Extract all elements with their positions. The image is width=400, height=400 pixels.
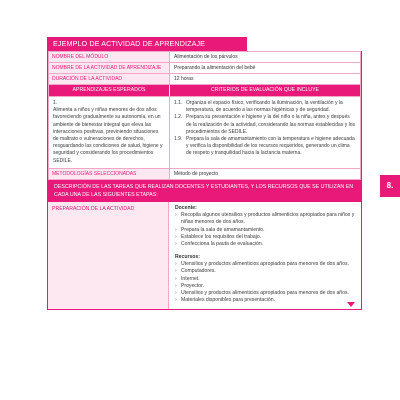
- methodology-label: METODOLOGÍAS SELECCIONADAS: [49, 168, 170, 179]
- arrow-right-icon: ›: [175, 226, 177, 233]
- docente-item: [175, 234, 356, 241]
- methodology-value: Método de proyecto: [170, 168, 361, 179]
- criterio-text: Organiza el espacio físico, verificando la iluminación, la ventilación y la temperatura, de acuerdo a las normas higiénicas y de seguridad.: [186, 100, 343, 114]
- docente-item: [175, 241, 356, 248]
- docente-item: [175, 227, 356, 234]
- aprendizaje-cell: [49, 97, 170, 169]
- criterios-header: CRITERIOS DE EVALUACIÓN QUE INCLUYE: [170, 85, 361, 97]
- sheet-title: EJEMPLO DE ACTIVIDAD DE APRENDIZAJE: [47, 37, 247, 51]
- info-table: [48, 51, 361, 180]
- criterio-text: Prepara su presentación e higiene y la del niño o la niña, antes y después de la realización de la actividad, considerando las normas establecidas y los procedimientos de SEDILE.: [186, 114, 355, 135]
- arrow-right-icon: ›: [175, 268, 177, 275]
- info-row-module: [49, 52, 361, 63]
- duration-label: DURACIÓN DE LA ACTIVIDAD: [49, 74, 170, 85]
- criterio-number: 1.1.: [174, 100, 183, 106]
- methodology-row: [49, 168, 361, 179]
- docente-item-text: Confecciona la pauta de evaluación.: [181, 241, 264, 248]
- description-banner: DESCRIPCIÓN DE LAS TAREAS QUE REALIZAN DOCENTES Y ESTUDIANTES, Y LOS RECURSOS QUE SE UTILIZAN EN CADA UNA DE LAS SIGUIENTES ETAPAS:: [48, 180, 361, 202]
- chapter-tab: 8.: [380, 175, 400, 197]
- docente-heading: Docente:: [175, 204, 197, 211]
- docente-item: [175, 212, 356, 227]
- recurso-item: [175, 261, 356, 268]
- recurso-item-text: Materiales disponibles para presentación.: [181, 297, 276, 304]
- arrow-right-icon: ›: [175, 282, 177, 289]
- duration-value: 12 horas: [170, 74, 361, 85]
- criterio-item: [174, 100, 356, 114]
- arrow-right-icon: ›: [175, 241, 177, 248]
- info-row-duration: [49, 74, 361, 85]
- arrow-right-icon: ›: [175, 212, 177, 219]
- preparation-label: PREPARACIÓN DE LA ACTIVIDAD: [48, 202, 169, 309]
- activity-sheet: [47, 37, 362, 310]
- info-row-activity: [49, 63, 361, 74]
- arrow-right-icon: ›: [175, 297, 177, 304]
- activity-label: NOMBRE DE LA ACTIVIDAD DE APRENDIZAJE: [49, 63, 170, 74]
- columns-header-row: [49, 85, 361, 97]
- arrow-right-icon: ›: [175, 275, 177, 282]
- recurso-item: [175, 276, 356, 283]
- aprendizajes-header: APRENDIZAJES ESPERADOS: [49, 85, 170, 97]
- recurso-item-text: Computadores.: [181, 268, 216, 275]
- docente-item-text: Recopila algunos utensilios y productos alimenticios apropiados para niños y niñas menores de dos años.: [181, 212, 355, 226]
- recurso-item: [175, 268, 356, 275]
- sheet-frame: [47, 51, 362, 310]
- learning-row: [49, 97, 361, 169]
- arrow-right-icon: ›: [175, 290, 177, 297]
- recurso-item-text: Proyector.: [181, 282, 204, 289]
- criterio-item: [174, 114, 356, 136]
- criterio-text: Prepara la sala de amamantamiento con la temperatura e higiene adecuada y verifica la disponibilidad de los recursos requeridos, generando un clima de respeto y tranquilidad hacia la lactancia materna.: [186, 136, 355, 157]
- recurso-item: [175, 290, 356, 297]
- docente-item-text: Establece los requisitos del trabajo.: [181, 234, 262, 241]
- aprendizaje-text: Alimenta a niños y niñas menores de dos años favoreciendo gradualmente su autonomía, en un ambiente de bienestar integral que eleva las interacciones positivas, previniendo situaciones de maltrato o vulneraciones de derechos, resguardando las condiciones de salud, higiene y seguridad y considerando los procedimientos SEDILE.: [53, 107, 163, 164]
- module-value: Alimentación de los párvulos: [170, 52, 361, 63]
- activity-value: Preparando la alimentación del bebé: [170, 63, 361, 74]
- module-label: NOMBRE DEL MÓDULO: [49, 52, 170, 63]
- preparation-body: [169, 202, 361, 309]
- recurso-item: [175, 297, 356, 304]
- arrow-right-icon: ›: [175, 234, 177, 241]
- recurso-item: [175, 283, 356, 290]
- recurso-item-text: Utensilios y productos alimenticios apropiados para menores de dos años.: [181, 260, 349, 267]
- continue-down-icon: [347, 302, 355, 307]
- aprendizaje-number: 1.: [53, 100, 58, 106]
- arrow-right-icon: ›: [175, 260, 177, 267]
- criterios-cell: [170, 97, 361, 169]
- preparation-row: [48, 202, 361, 309]
- criterio-number: 1.2.: [174, 114, 183, 121]
- recurso-item-text: Utensilios y productos alimenticios apropiados para menores de dos años.: [181, 290, 349, 297]
- recursos-heading: Recursos:: [175, 253, 200, 260]
- docente-item-text: Prepara la sala de amamantamiento.: [181, 226, 265, 233]
- criterio-number: 1.9.: [174, 136, 183, 143]
- criterio-item: [174, 136, 356, 158]
- recurso-item-text: Internet.: [181, 275, 200, 282]
